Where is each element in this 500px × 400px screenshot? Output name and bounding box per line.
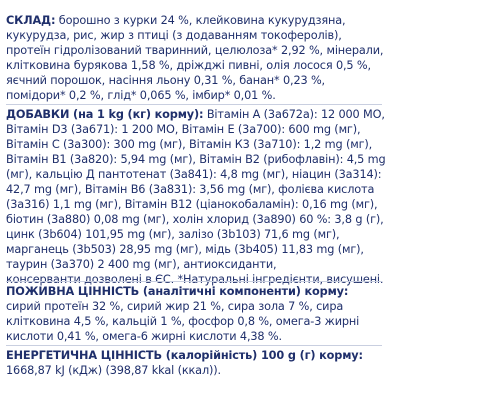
composition-line-1 [6,13,494,28]
additives-heading: ДОБАВКИ (на 1 kg (кг) корму): [6,108,204,121]
additives-line: Вітамін С (3а300): 300 mg (мг), Вітамін К3 (3а710): 1,2 mg (мг), [6,138,373,151]
section-divider [6,104,382,105]
additives-line: цинк (3b604) 101,95 mg (мг), залізо (3b103) 71,6 mg (мг), [6,228,340,241]
composition-line: яєчний порошок, насіння льону 0,31 %, банан* 0,23 %, [6,74,325,87]
additives-text-1: Вітамін А (3а672а): 12 000 МО, [203,108,385,121]
additives-line: Вітамін В1 (3а820): 5,94 mg (мг), Вітамін В2 (рибофлавін): 4,5 mg [6,153,386,166]
section-divider [6,281,382,282]
analytical-line: кислоти 0,41 %, омега-6 жирні кислоти 4,38 %. [6,330,282,343]
energy-line: 1668,87 kJ (кДж) (398,87 kkal (ккал)). [6,364,221,377]
composition-line: клітковина бурякова 1,58 %, дріжджі пивні, олія лосося 0,5 %, [6,59,371,72]
analytical-line: сирий протеїн 32 %, сирий жир 21 %, сира зола 7 %, сира [6,300,344,313]
additives-line: марганець (3b503) 28,95 mg (мг), мідь (3b405) 11,83 mg (мг), [6,243,364,256]
additives-section [6,107,494,287]
composition-text-1: борошно з курки 24 %, клейковина кукурудзяна, [55,14,346,27]
additives-line: 42,7 mg (мг), Вітамін В6 (3а831): 3,56 mg (мг), фолієва кислота [6,183,375,196]
composition-line: кукурудза, рис, жир з птиці (з додаванням токоферолів), [6,29,342,42]
composition-heading: СКЛАД: [6,14,56,27]
additives-line: консерванти дозволені в ЄС. *Натуральні інгредієнти, висушені. [6,273,384,286]
energy-section [6,348,494,378]
section-divider [6,345,382,346]
additives-line: таурин (3а370) 2 400 mg (мг), антиоксиданти, [6,258,277,271]
additives-line: біотин (3а880) 0,08 mg (мг), холін хлорид (3а890) 60 %: 3,8 g (г), [6,213,384,226]
energy-heading: ЕНЕРГЕТИЧНА ЦІННІСТЬ (калорійність) 100 g (г) корму: [6,349,363,362]
additives-line-1 [6,107,494,122]
additives-line: Вітамін D3 (3а671): 1 200 МО, Вітамін Е (3а700): 600 mg (мг), [6,123,361,136]
composition-line: протеїн гідролізований тваринний, целюлоза* 2,92 %, мінерали, [6,44,384,57]
analytical-section [6,284,494,344]
composition-line: помідори* 0,2 %, глід* 0,065 %, імбир* 0,01 %. [6,89,276,102]
composition-section [6,13,494,103]
additives-line: (3а316) 1,1 mg (мг), Вітамін В12 (ціанокобаламін): 0,16 mg (мг), [6,198,378,211]
additives-line: (мг), кальцію Д пантотенат (3а841): 4,8 mg (мг), ніацин (3а314): [6,168,382,181]
analytical-line: клітковина 4,5 %, кальцій 1 %, фосфор 0,8 %, омега-3 жирні [6,315,360,328]
analytical-heading: ПОЖИВНА ЦІННІСТЬ (аналітичні компоненти) корму: [6,285,349,298]
